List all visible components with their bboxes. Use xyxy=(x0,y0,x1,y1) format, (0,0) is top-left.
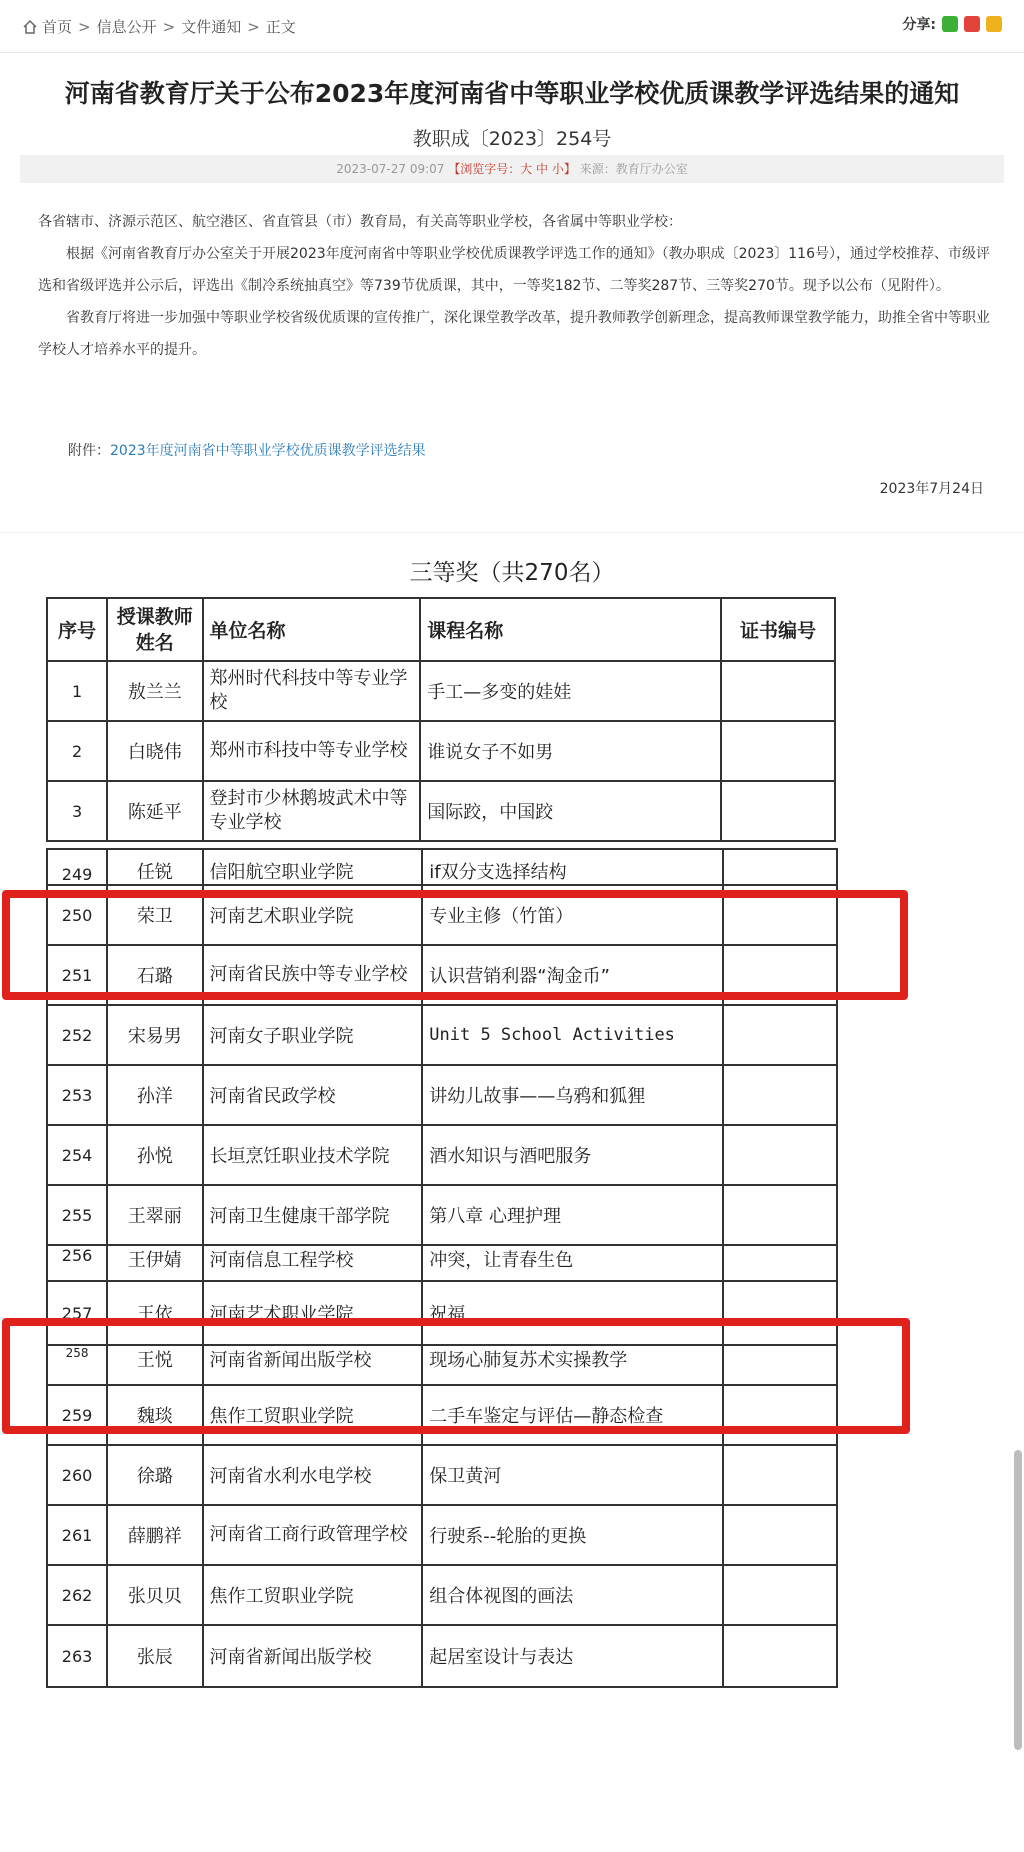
header-no: 序号 xyxy=(47,598,107,661)
wechat-share-icon[interactable] xyxy=(942,16,958,32)
top-bar xyxy=(0,0,1024,53)
table-row xyxy=(47,1005,837,1065)
highlight-box xyxy=(2,1318,910,1434)
row-no: 254 xyxy=(47,1125,107,1185)
row-unit: 信阳航空职业学院 xyxy=(203,849,423,885)
row-course: 手工—多变的娃娃 xyxy=(420,661,721,721)
breadcrumb-item-info[interactable]: 信息公开 xyxy=(96,18,157,36)
row-unit: 河南省工商行政管理学校 xyxy=(203,1505,423,1565)
home-icon[interactable] xyxy=(22,19,38,35)
row-course: 祝福 xyxy=(422,1281,723,1345)
header-course: 课程名称 xyxy=(420,598,721,661)
row-course: 二手车鉴定与评估—静态检查 xyxy=(422,1385,723,1445)
row-unit: 河南省新闻出版学校 xyxy=(203,1345,423,1385)
row-cert xyxy=(723,1185,837,1245)
share-label: 分享: xyxy=(902,17,936,33)
row-cert xyxy=(723,1565,837,1625)
row-cert xyxy=(721,781,835,841)
salutation: 各省辖市、济源示范区、航空港区、省直管县（市）教育局，有关高等职业学校，各省属中等职业学校： xyxy=(38,214,682,230)
breadcrumb-separator: > xyxy=(162,17,176,36)
row-no: 260 xyxy=(47,1445,107,1505)
breadcrumb-item-current: 正文 xyxy=(265,18,296,36)
row-unit: 河南省水利水电学校 xyxy=(203,1445,423,1505)
row-no: 252 xyxy=(47,1005,107,1065)
qzone-share-icon[interactable] xyxy=(986,16,1002,32)
header-unit: 单位名称 xyxy=(203,598,421,661)
row-course: 现场心肺复苏术实操教学 xyxy=(422,1345,723,1385)
row-cert xyxy=(723,1245,837,1281)
attachment xyxy=(68,440,426,460)
row-course: 谁说女子不如男 xyxy=(420,721,721,781)
table-row xyxy=(47,1185,837,1245)
breadcrumb xyxy=(22,16,296,37)
row-unit: 河南省新闻出版学校 xyxy=(203,1625,423,1687)
weibo-share-icon[interactable] xyxy=(964,16,980,32)
row-no: 259 xyxy=(47,1385,107,1445)
row-unit: 河南卫生健康干部学院 xyxy=(203,1185,423,1245)
row-teacher: 徐璐 xyxy=(107,1445,202,1505)
row-unit: 河南省民政学校 xyxy=(203,1065,423,1125)
row-course: 讲幼儿故事——乌鸦和狐狸 xyxy=(422,1065,723,1125)
row-cert xyxy=(723,1505,837,1565)
table-header-row xyxy=(47,598,835,661)
row-teacher: 王悦 xyxy=(107,1345,202,1385)
row-unit: 郑州市科技中等专业学校 xyxy=(203,721,421,781)
table-row xyxy=(47,721,835,781)
row-teacher: 薛鹏祥 xyxy=(107,1505,202,1565)
row-no: 258 xyxy=(47,1345,107,1385)
results-table-top xyxy=(46,597,836,842)
row-course: 酒水知识与酒吧服务 xyxy=(422,1125,723,1185)
row-unit: 河南女子职业学院 xyxy=(203,1005,423,1065)
row-unit: 河南省民族中等专业学校 xyxy=(203,945,423,1005)
row-unit: 河南信息工程学校 xyxy=(203,1245,423,1281)
row-no: 261 xyxy=(47,1505,107,1565)
document-number: 教职成〔2023〕254号 xyxy=(412,128,612,150)
header-cert: 证书编号 xyxy=(721,598,835,661)
row-unit: 焦作工贸职业学院 xyxy=(203,1565,423,1625)
row-teacher: 王伊婧 xyxy=(107,1245,202,1281)
article-date: 2023年7月24日 xyxy=(879,481,984,497)
attachment-label: 附件： xyxy=(68,443,110,459)
publish-date: 2023-07-27 09:07 xyxy=(336,162,445,176)
row-teacher: 王翠丽 xyxy=(107,1185,202,1245)
scrollbar[interactable] xyxy=(1014,1450,1022,1750)
row-teacher: 敖兰兰 xyxy=(107,661,202,721)
row-teacher: 孙洋 xyxy=(107,1065,202,1125)
row-course: 专业主修（竹笛） xyxy=(422,885,723,945)
row-teacher: 任锐 xyxy=(107,849,202,885)
table-row xyxy=(47,1125,837,1185)
row-teacher: 白晓伟 xyxy=(107,721,202,781)
table-row xyxy=(47,1505,837,1565)
row-course: 起居室设计与表达 xyxy=(422,1625,723,1687)
source-label: 来源：教育厅办公室 xyxy=(579,162,688,176)
row-course: Unit 5 School Activities xyxy=(422,1005,723,1065)
row-course: 第八章 心理护理 xyxy=(422,1185,723,1245)
row-no: 1 xyxy=(47,661,107,721)
page-title: 河南省教育厅关于公布2023年度河南省中等职业学校优质课教学评选结果的通知 xyxy=(64,79,960,108)
table-row xyxy=(47,661,835,721)
table-row xyxy=(47,781,835,841)
article-body xyxy=(38,206,993,366)
row-course: 认识营销利器“淘金币” xyxy=(422,945,723,1005)
breadcrumb-item-notices[interactable]: 文件通知 xyxy=(181,18,242,36)
attachment-link[interactable]: 2023年度河南省中等职业学校优质课教学评选结果 xyxy=(110,443,426,459)
row-no: 256 xyxy=(47,1245,107,1281)
paragraph: 根据《河南省教育厅办公室关于开展2023年度河南省中等职业学校优质课教学评选工作的通知》（教办职成〔2023〕116号），通过学校推荐、市级评选和省级评选并公示后，评选出《制冷系统抽真空》等739节优质课，其中，一等奖182节、二等奖287节、三等奖270节。现予以公布（见附件）。 xyxy=(38,246,990,294)
row-cert xyxy=(721,661,835,721)
divider xyxy=(0,532,1024,533)
row-cert xyxy=(723,1065,837,1125)
row-no: 249 xyxy=(47,849,107,885)
table-title: 三等奖（共270名） xyxy=(409,560,615,586)
breadcrumb-separator: > xyxy=(247,17,260,36)
row-teacher: 魏琰 xyxy=(107,1385,202,1445)
header-teacher: 授课教师姓名 xyxy=(107,598,202,661)
breadcrumb-home[interactable]: 首页 xyxy=(42,18,73,36)
row-cert xyxy=(723,1625,837,1687)
row-cert xyxy=(723,1005,837,1065)
row-no: 257 xyxy=(47,1281,107,1345)
row-unit: 焦作工贸职业学院 xyxy=(203,1385,423,1445)
row-no: 253 xyxy=(47,1065,107,1125)
row-course: if双分支选择结构 xyxy=(422,849,723,885)
highlight-box xyxy=(2,890,908,1000)
table-row xyxy=(47,849,837,885)
row-unit: 长垣烹饪职业技术学院 xyxy=(203,1125,423,1185)
row-no: 250 xyxy=(47,885,107,945)
row-teacher: 张贝贝 xyxy=(107,1565,202,1625)
table-row xyxy=(47,1065,837,1125)
table-row xyxy=(47,1245,837,1281)
row-teacher: 陈延平 xyxy=(107,781,202,841)
row-teacher: 荣卫 xyxy=(107,885,202,945)
row-cert xyxy=(723,1445,837,1505)
row-teacher: 张辰 xyxy=(107,1625,202,1687)
share-bar xyxy=(902,14,1002,34)
row-course: 保卫黄河 xyxy=(422,1445,723,1505)
row-no: 262 xyxy=(47,1565,107,1625)
row-course: 组合体视图的画法 xyxy=(422,1565,723,1625)
table-row xyxy=(47,1625,837,1687)
row-unit: 河南艺术职业学院 xyxy=(203,885,423,945)
row-unit: 河南艺术职业学院 xyxy=(203,1281,423,1345)
meta-bar xyxy=(20,155,1004,183)
row-cert xyxy=(723,1125,837,1185)
row-teacher: 王依 xyxy=(107,1281,202,1345)
row-teacher: 宋易男 xyxy=(107,1005,202,1065)
row-teacher: 孙悦 xyxy=(107,1125,202,1185)
row-no: 3 xyxy=(47,781,107,841)
row-cert xyxy=(723,849,837,885)
table-row xyxy=(47,1445,837,1505)
row-no: 2 xyxy=(47,721,107,781)
paragraph: 省教育厅将进一步加强中等职业学校省级优质课的宣传推广，深化课堂教学改革，提升教师教学创新理念，提高教师课堂教学能力，助推全省中等职业学校人才培养水平的提升。 xyxy=(38,310,990,358)
row-no: 255 xyxy=(47,1185,107,1245)
row-teacher: 石璐 xyxy=(107,945,202,1005)
row-course: 行驶系--轮胎的更换 xyxy=(422,1505,723,1565)
table-row xyxy=(47,1565,837,1625)
row-course: 冲突，让青春生色 xyxy=(422,1245,723,1281)
row-no: 263 xyxy=(47,1625,107,1687)
row-cert xyxy=(721,721,835,781)
row-unit: 郑州时代科技中等专业学校 xyxy=(203,661,421,721)
row-no: 251 xyxy=(47,945,107,1005)
breadcrumb-separator: > xyxy=(78,17,91,36)
font-size-control[interactable]: 【浏览字号：大 中 小】 xyxy=(448,162,576,176)
row-course: 国际跤，中国跤 xyxy=(420,781,721,841)
row-unit: 登封市少林鹅坡武术中等专业学校 xyxy=(203,781,421,841)
